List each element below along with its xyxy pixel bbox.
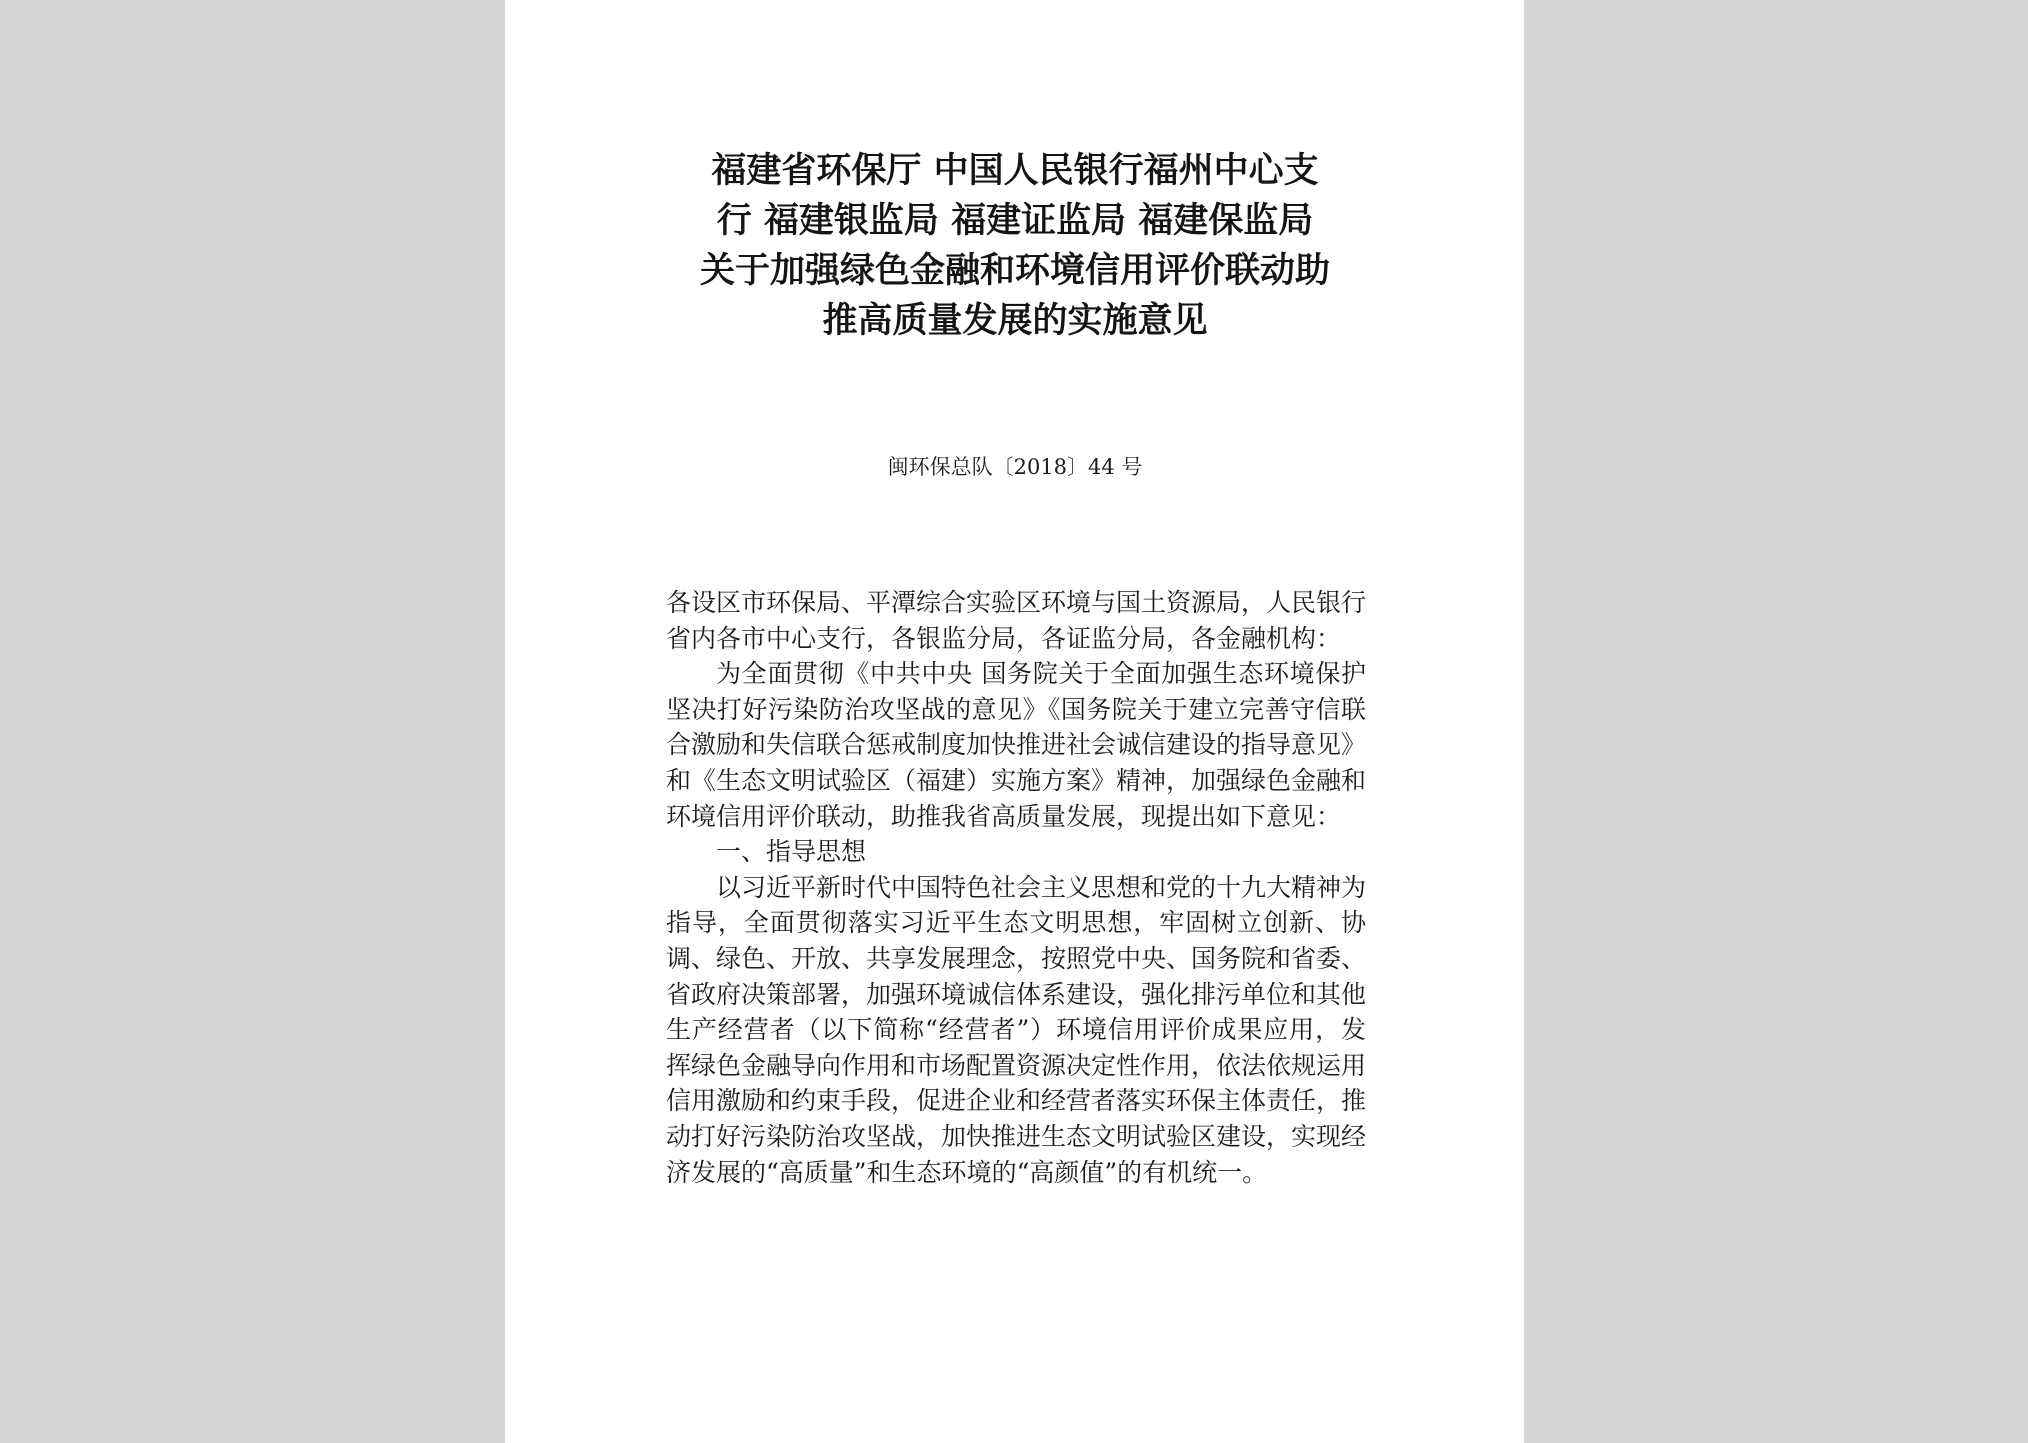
document-number: 闽环保总队〔2018〕44 号 xyxy=(887,455,1143,479)
title-line-4: 推高质量发展的实施意见 xyxy=(822,301,1208,341)
section-heading: 一、指导思想 xyxy=(716,837,867,867)
document-body xyxy=(666,585,1366,1190)
addressee-paragraph: 各设区市环保局、平潭综合实验区环境与国土资源局，人民银行省内各市中心支行，各银监分局，各证监分局，各金融机构： xyxy=(666,588,1367,653)
document-title xyxy=(665,146,1365,346)
title-line-1: 福建省环保厅 中国人民银行福州中心支 xyxy=(711,151,1319,191)
intro-paragraph: 为全面贯彻《中共中央 国务院关于全面加强生态环境保护坚决打好污染防治攻坚战的意见》《国务院关于建立完善守信联合激励和失信联合惩戒制度加快推进社会诚信建设的指导意见》和《生态文明试验区（福建）实施方案》精神，加强绿色金融和环境信用评价联动，助推我省高质量发展，现提出如下意见： xyxy=(666,659,1367,831)
title-line-2: 行 福建银监局 福建证监局 福建保监局 xyxy=(716,201,1314,241)
section-paragraph: 以习近平新时代中国特色社会主义思想和党的十九大精神为指导，全面贯彻落实习近平生态文明思想，牢固树立创新、协调、绿色、开放、共享发展理念，按照党中央、国务院和省委、省政府决策部署，加强环境诚信体系建设，强化排污单位和其他生产经营者（以下简称“经营者”）环境信用评价成果应用，发挥绿色金融导向作用和市场配置资源决定性作用，依法依规运用信用激励和约束手段，促进企业和经营者落实环保主体责任，推动打好污染防治攻坚战，加快推进生态文明试验区建设，实现经济发展的“高质量”和生态环境的“高颜值”的有机统一。 xyxy=(666,872,1367,1187)
title-line-3: 关于加强绿色金融和环境信用评价联动助 xyxy=(699,251,1330,291)
